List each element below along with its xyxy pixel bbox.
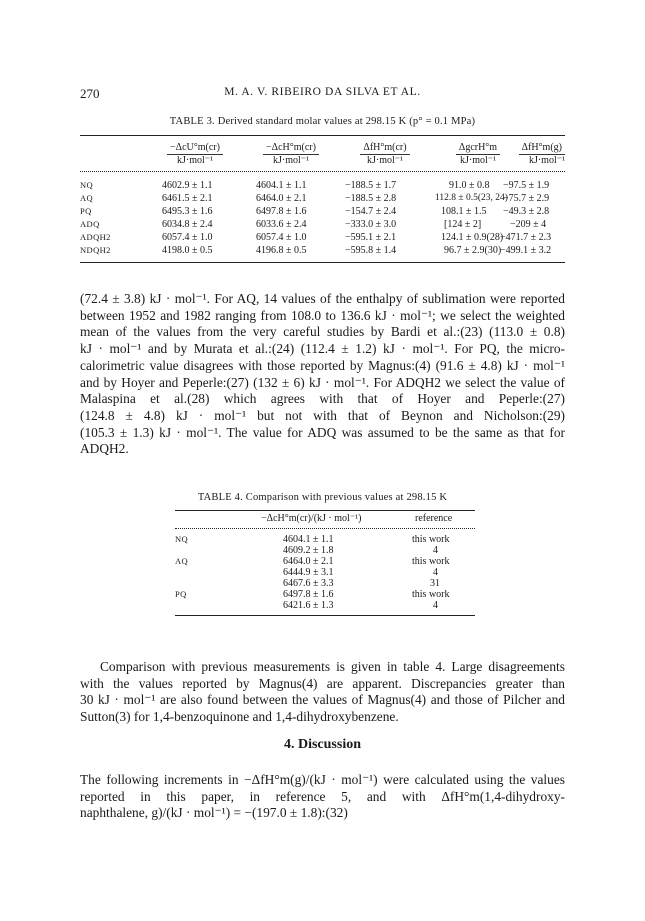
cell: 6033.6 ± 2.4 <box>256 219 307 230</box>
table-row <box>175 589 475 600</box>
text-line: with the values reported by Magnus(4) are apparent. Discrepancies greater than <box>80 675 565 691</box>
table3-col2-unit: kJ·mol⁻¹ <box>272 155 310 166</box>
cell: 6497.8 ± 1.6 <box>256 206 307 217</box>
table-row <box>80 206 565 219</box>
cell: 6497.8 ± 1.6 <box>283 589 334 600</box>
cell: 4609.2 ± 1.8 <box>283 545 334 556</box>
cell: −154.7 ± 2.4 <box>345 206 397 217</box>
cell: 6057.4 ± 1.0 <box>162 232 213 243</box>
text-line: Comparison with previous measurements is given in table 4. Large disagreements <box>100 659 565 674</box>
text-line: (124.8 ± 4.8) kJ · mol⁻¹ but not with that of Beynon and Nicholson:(29) <box>80 407 565 423</box>
row-label: AQ <box>80 193 94 203</box>
cell: 112.8 ± 0.5(23, 24) <box>435 193 508 203</box>
text-line: mean of the values from the very careful studies by Bardi et al.:(23) (113.0 ± 0.8) <box>80 324 565 340</box>
table-row <box>80 180 565 193</box>
cell: this work <box>412 589 450 600</box>
row-label: NQ <box>80 180 94 190</box>
row-label: NDQH2 <box>80 245 111 255</box>
table3-col5-unit: kJ·mol⁻¹ <box>528 155 565 166</box>
table3-col4-unit: kJ·mol⁻¹ <box>459 155 497 166</box>
text-line: and by Hoyer and Peperle:(27) (132 ± 6) kJ · mol⁻¹. For ADQH2 we select the value of <box>80 374 565 390</box>
table-row <box>175 600 475 611</box>
table-row <box>175 567 475 578</box>
cell: −209 ± 4 <box>510 219 547 230</box>
cell: −188.5 ± 1.7 <box>345 180 397 191</box>
row-label: ADQH2 <box>80 232 111 242</box>
section-heading: 4. Discussion <box>283 737 362 752</box>
table4-mid-rule <box>175 528 475 529</box>
table3-col1-name: −ΔcU°m(cr) <box>167 142 223 155</box>
cell: −75.7 ± 2.9 <box>503 193 550 204</box>
table3-body <box>80 180 565 260</box>
cell: this work <box>412 556 450 567</box>
cell: −49.3 ± 2.8 <box>503 206 550 217</box>
cell: −333.0 ± 3.0 <box>345 219 397 230</box>
text-line: between 1952 and 1982 ranging from 108.0 to 136.6 kJ · mol⁻¹; we select the weighted <box>80 307 565 323</box>
cell: −499.1 ± 3.2 <box>500 245 552 256</box>
table-row <box>175 534 475 545</box>
table4-col2-header: reference <box>415 513 453 524</box>
cell: 4 <box>433 567 438 578</box>
text-line: Sutton(3) for 1,4-benzoquinone and 1,4-dihydroxybenzene. <box>80 709 399 725</box>
cell: 31 <box>430 578 440 589</box>
text-line: calorimetric value disagrees with those reported by Magnus:(4) (91.6 ± 4.8) kJ · mol⁻¹ <box>80 357 565 373</box>
cell: 6464.0 ± 2.1 <box>256 193 307 204</box>
table3-col1-header <box>152 142 238 167</box>
table3-col3-unit: kJ·mol⁻¹ <box>366 155 404 166</box>
table-row <box>80 193 565 206</box>
table3-bottom-rule <box>80 262 565 263</box>
text-line: The following increments in −ΔfH°m(g)/(kJ · mol⁻¹) were calculated using the values <box>80 772 565 787</box>
table4-bottom-rule <box>175 615 475 616</box>
table-row <box>80 232 565 245</box>
cell: 91.0 ± 0.8 <box>449 180 490 191</box>
running-head: M. A. V. RIBEIRO DA SILVA ET AL. <box>224 86 421 98</box>
table4-header <box>175 513 475 527</box>
table3-col3-header <box>342 142 428 167</box>
cell: 4604.1 ± 1.1 <box>283 534 334 545</box>
body-paragraph-3 <box>80 772 565 822</box>
table-row <box>175 556 475 567</box>
cell: 4198.0 ± 0.5 <box>162 245 213 256</box>
cell: 6421.6 ± 1.3 <box>283 600 334 611</box>
row-label: AQ <box>175 556 189 566</box>
cell: 6464.0 ± 2.1 <box>283 556 334 567</box>
text-line: ADQH2. <box>80 441 129 457</box>
text-line: Malaspina et al.(28) which agrees with that of Hoyer and Peperle:(27) <box>80 391 565 407</box>
cell: 4 <box>433 600 438 611</box>
body-paragraph-2 <box>80 659 565 726</box>
text-line: reported in this paper, in reference 5, and with ΔfH°m(1,4-dihydroxy- <box>80 788 565 804</box>
cell: 6444.9 ± 3.1 <box>283 567 334 578</box>
table-row <box>175 578 475 589</box>
table3-col3-name: ΔfH°m(cr) <box>360 142 409 155</box>
text-line: (72.4 ± 3.8) kJ · mol⁻¹. For AQ, 14 values of the enthalpy of sublimation were reported <box>80 291 565 306</box>
table4-body <box>175 534 475 614</box>
cell: −97.5 ± 1.9 <box>503 180 550 191</box>
cell: 124.1 ± 0.9(28) <box>441 232 504 243</box>
table3-col5-name: ΔfH°m(g) <box>519 142 565 155</box>
cell: −471.7 ± 2.3 <box>500 232 552 243</box>
text-line: (105.3 ± 1.3) kJ · mol⁻¹. The value for ADQ was assumed to be the same as that for <box>80 424 565 440</box>
table3-header <box>80 142 565 168</box>
table3-col5-header <box>485 142 565 167</box>
cell: 4 <box>433 545 438 556</box>
body-paragraph-1 <box>80 291 565 458</box>
page-number: 270 <box>80 86 100 101</box>
row-label: PQ <box>175 589 187 599</box>
row-label: PQ <box>80 206 92 216</box>
table-row <box>80 245 565 258</box>
cell: 6057.4 ± 1.0 <box>256 232 307 243</box>
cell: −595.1 ± 2.1 <box>345 232 397 243</box>
cell: 108.1 ± 1.5 <box>441 206 487 217</box>
table4-top-rule <box>175 510 475 511</box>
cell: 6495.3 ± 1.6 <box>162 206 213 217</box>
row-label: ADQ <box>80 219 100 229</box>
cell: −595.8 ± 1.4 <box>345 245 397 256</box>
table-row <box>80 219 565 232</box>
cell: 6467.6 ± 3.3 <box>283 578 334 589</box>
table3-top-rule <box>80 135 565 136</box>
cell: this work <box>412 534 450 545</box>
table3-col2-header <box>248 142 334 167</box>
table-row <box>175 545 475 556</box>
text-line: naphthalene, g)/(kJ · mol⁻¹) = −(197.0 ± 1.8):(32) <box>80 805 348 821</box>
cell: 4196.8 ± 0.5 <box>256 245 307 256</box>
table4-caption: TABLE 4. Comparison with previous values at 298.15 K <box>197 492 448 503</box>
table3-mid-rule <box>80 171 565 172</box>
cell: 4602.9 ± 1.1 <box>162 180 213 191</box>
table3-col1-unit: kJ·mol⁻¹ <box>176 155 214 166</box>
cell: [124 ± 2] <box>444 219 482 230</box>
text-line: kJ · mol⁻¹ and by Murata et al.:(24) (112.4 ± 1.2) kJ · mol⁻¹. For PQ, the micro- <box>80 341 565 357</box>
table3-caption: TABLE 3. Derived standard molar values at 298.15 K (p° = 0.1 MPa) <box>169 116 476 127</box>
cell: −188.5 ± 2.8 <box>345 193 397 204</box>
table4-col1-header: −ΔcH°m(cr)/(kJ · mol⁻¹) <box>261 513 362 524</box>
table4-header-row <box>175 513 475 524</box>
table3-col2-name: −ΔcH°m(cr) <box>263 142 319 155</box>
cell: 4604.1 ± 1.1 <box>256 180 307 191</box>
text-line: 30 kJ · mol⁻¹ are also found between the values of Magnus(4) and those of Pilcher and <box>80 692 565 708</box>
cell: 6034.8 ± 2.4 <box>162 219 213 230</box>
cell: 96.7 ± 2.9(30) <box>444 245 502 256</box>
cell: 6461.5 ± 2.1 <box>162 193 213 204</box>
row-label: NQ <box>175 534 189 544</box>
table3-col4-name: ΔgcrH°m <box>456 142 500 155</box>
